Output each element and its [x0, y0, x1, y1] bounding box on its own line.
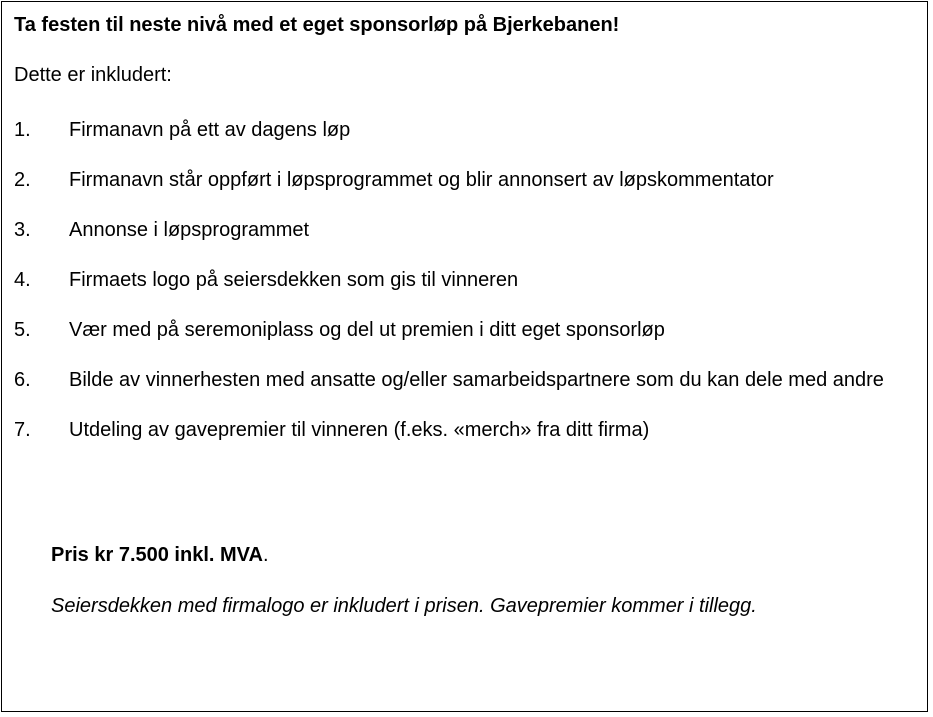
- list-item-text: Vær med på seremoniplass og del ut premien i ditt eget sponsorløp: [69, 319, 665, 341]
- included-list: [14, 113, 914, 463]
- list-item: [14, 363, 914, 397]
- intro-text: Dette er inkludert:: [14, 64, 172, 86]
- list-item-text: Bilde av vinnerhesten med ansatte og/eller samarbeidspartnere som du kan dele med andre: [69, 369, 884, 391]
- list-item-number: 3.: [14, 219, 31, 241]
- list-item-number: 5.: [14, 319, 31, 341]
- list-item-text: Firmanavn på ett av dagens løp: [69, 119, 351, 141]
- list-item: [14, 163, 914, 197]
- list-item: [14, 113, 914, 147]
- list-item-number: 1.: [14, 119, 31, 141]
- list-item-text: Firmanavn står oppført i løpsprogrammet og blir annonsert av løpskommentator: [69, 169, 774, 191]
- price-amount: Pris kr 7.500 inkl. MVA: [51, 544, 263, 566]
- list-item: [14, 313, 914, 347]
- list-item-number: 4.: [14, 269, 31, 291]
- list-item-text: Utdeling av gavepremier til vinneren (f.eks. «merch» fra ditt firma): [69, 419, 650, 441]
- price-note: Seiersdekken med firmalogo er inkludert i prisen. Gavepremier kommer i tillegg.: [51, 595, 757, 617]
- price-suffix: .: [262, 544, 269, 566]
- list-item-number: 2.: [14, 169, 31, 191]
- price-line: [51, 543, 269, 567]
- list-item: [14, 413, 914, 447]
- list-item-text: Annonse i løpsprogrammet: [69, 219, 310, 241]
- list-item-number: 7.: [14, 419, 31, 441]
- page-title: Ta festen til neste nivå med et eget sponsorløp på Bjerkebanen!: [14, 14, 620, 36]
- list-item: [14, 263, 914, 297]
- list-item: [14, 213, 914, 247]
- list-item-number: 6.: [14, 369, 31, 391]
- list-item-text: Firmaets logo på seiersdekken som gis til vinneren: [69, 269, 519, 291]
